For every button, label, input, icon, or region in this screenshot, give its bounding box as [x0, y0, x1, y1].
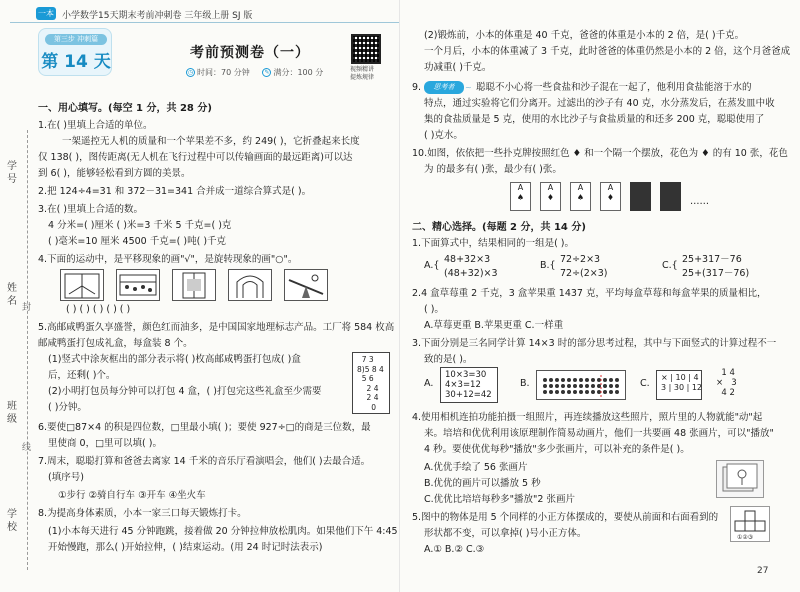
clock-icon: ◷	[187, 69, 194, 76]
choice-4-opt-c[interactable]: C.优优比培培每秒多"播放"2 张画片	[424, 494, 575, 505]
choice-3-opt-b-label[interactable]: B.	[520, 378, 530, 389]
q4-pic-seesaw	[284, 269, 328, 301]
bird-icon: ~	[465, 83, 472, 92]
q8-2-line-b: 一个月后，小本的体重减了 3 千克，此时爸爸的体重仍然是小本的 2 倍，这个月爸爸成	[424, 46, 791, 57]
margin-label-name: 姓名	[7, 283, 17, 307]
poker-card-1: A ♠	[510, 182, 531, 211]
q9-line-c: 集的食盐质量是 5 克，使用的水比沙子与食盐质量的和还多 200 克，聪聪使用了	[424, 114, 765, 125]
q3-stem: 3.在( )里填上合适的数。	[38, 204, 143, 215]
choice-5-line-a: 5.图中的物体是用 5 个同样的小正方体摆成的，要使从前面和右面看到的	[412, 512, 719, 523]
q2-stem: 2.把 124÷4=31 和 372－31=341 合并成一道综合算式是( )。	[38, 186, 312, 197]
revolving-door-icon	[61, 270, 103, 300]
poker-card-6	[660, 182, 681, 211]
choice-2-line-b: ( )。	[424, 304, 444, 315]
q6-line-b: 里使商 0，□里可以填( )。	[48, 438, 162, 449]
poker-card-3: A ♠	[570, 182, 591, 211]
choice-3-line-b: 致的是( )。	[424, 354, 473, 365]
page-gutter	[399, 0, 400, 592]
margin-label-student-no: 学号	[7, 161, 17, 185]
poker-card-4: A ♦	[600, 182, 621, 211]
q3-line-a: 4 分米=( )厘米 ( )米=3 千米 5 千克=( )克	[48, 220, 232, 231]
thinker-tag: 思考者	[424, 81, 464, 94]
choice-5-options[interactable]: A.① B.② C.③	[424, 544, 485, 555]
section-2-title: 二、精心选择。(每题 2 分，共 14 分)	[412, 222, 586, 233]
choice-1-b2: 72÷(2×3)	[560, 268, 608, 279]
full-score: 满分：100 分	[273, 68, 324, 77]
elevator-icon	[173, 270, 215, 300]
choice-1-a2: (48+32)×3	[444, 268, 498, 279]
q5-long-division: 7 3 8)5 8 4 5 6 2 4 2 4 0	[352, 352, 390, 414]
q4-pic-abacus	[116, 269, 160, 301]
choice-3-vertical-calc: 1 4 × 3 4 2	[716, 368, 737, 398]
choice-3-box-b	[536, 370, 626, 400]
time-limit: 时间：70 分钟	[197, 68, 250, 77]
dot-array-icon	[537, 371, 625, 399]
binding-line	[27, 130, 28, 570]
series-title: 小学数学15天期末考前冲刺卷 三年级上册 SJ 版	[62, 11, 253, 21]
q8-stem: 8.为提高身体素质，小本一家三口每天锻炼打卡。	[38, 508, 247, 519]
choice-1-c2: 25+(317－76)	[682, 268, 750, 279]
choice-5-line-b: 形状都不变，可以拿掉( )号小正方体。	[424, 528, 587, 539]
seal-char-feng: 封	[22, 303, 32, 313]
q9-line-a: 聪聪不小心将一些食盐和沙子混在一起了，他利用食盐能溶于水的	[476, 82, 752, 93]
q5-line-a: 5.高邮咸鸭蛋久享盛誉，颜色红而油多，是中国国家地理标志产品。工厂将 584 枚高	[38, 322, 395, 333]
qr-caption-line-2: 提炼规律	[350, 74, 375, 81]
choice-3-box-c: × | 10 | 4 3 | 30 | 12	[656, 370, 702, 400]
day-label: 第 14 天	[41, 52, 111, 72]
cubes-icon	[731, 507, 769, 541]
day-badge	[38, 28, 112, 76]
choice-3-box-a: 10×3=30 4×3=12 30+12=42	[440, 367, 498, 403]
choice-4-opt-a[interactable]: A.优优手绘了 56 张画片	[424, 462, 528, 473]
qr-code[interactable]	[351, 34, 381, 64]
choice-1-c1: 25+317－76	[682, 254, 742, 265]
q4-answer-blanks[interactable]: ( ) ( ) ( ) ( ) ( )	[66, 304, 131, 315]
q5-line-f: ( )分钟。	[48, 402, 87, 413]
choice-4-line-c: 4 秒。要使优优每秒"播放"多少张画片，可以补充的条件是( )。	[424, 444, 690, 455]
q1-line-c: 仅 138( )，图传距离(无人机在飞行过程中可以传输画面的最远距离)可以达	[38, 152, 353, 163]
choice-3-opt-c-label[interactable]: C.	[640, 378, 650, 389]
q3-line-b: ( )毫米=10 厘米 4500 千克=( )吨( )千克	[48, 236, 227, 247]
choice-1-a1: 48+32×3	[444, 254, 491, 265]
q9-line-d: ( )克水。	[424, 130, 463, 141]
cube-figure	[730, 506, 770, 542]
qr-caption	[350, 66, 384, 82]
choice-1-stem: 1.下面算式中，结果相同的一组是( )。	[412, 238, 574, 249]
choice-2-options[interactable]: A.草莓更重 B.苹果更重 C.一样重	[424, 320, 564, 331]
page-number: 27	[757, 566, 769, 576]
choice-3-opt-a-label[interactable]: A.	[424, 378, 434, 389]
q7-line-b: (填序号)	[48, 472, 84, 483]
choice-1-opt-a-label[interactable]: A.{	[424, 260, 440, 271]
choice-1-opt-c-label[interactable]: C.{	[662, 260, 678, 271]
margin-label-class: 班级	[7, 401, 17, 425]
choice-1-b1: 72÷2×3	[560, 254, 601, 265]
q6-line-a: 6.要使□87×4 的积是四位数，□里最小填( )；要使 927÷□的商是三位数，最	[38, 422, 371, 433]
arch-icon	[229, 270, 271, 300]
choice-1-opt-b-label[interactable]: B.{	[540, 260, 556, 271]
section-1-title: 一、用心填写。(每空 1 分，共 28 分)	[38, 103, 212, 114]
brand-logo: 一本	[38, 9, 54, 18]
q10-line-b: 为 的最多有( )张，最少有( )张。	[424, 164, 562, 175]
q4-stem: 4.下面的运动中，是平移现象的画"√"，是旋转现象的画"○"。	[38, 254, 298, 265]
qr-caption-line-1: 视频精讲	[350, 66, 375, 73]
paper-meta	[186, 67, 323, 78]
q1-line-b: 一架遥控无人机的质量和一个苹果差不多，约 249( )，它折叠起来长度	[62, 136, 360, 147]
abacus-icon	[117, 270, 159, 300]
q5-line-d: 后，还剩( )个。	[48, 370, 116, 381]
q10-line-a: 10.如图，依依把一些扑克牌按照红色 ♦ 和一个隔一个摆放，花色为 ♦ 的有 10 张，花色	[412, 148, 788, 159]
choice-4-line-b: 来。培培和优优利用该原理制作简易动画片，他们一共要画 48 张画片，可以"播放"	[424, 428, 774, 439]
q1-line-d: 到 6( )，能够轻松看到方圆的美景。	[38, 168, 191, 179]
q5-line-c: (1)竖式中涂灰框出的部分表示将( )枚高邮咸鸭蛋打包成( )盒	[48, 354, 301, 365]
top-header	[10, 3, 400, 23]
q9-number: 9.	[412, 82, 422, 93]
seesaw-icon	[285, 270, 327, 300]
margin-label-school: 学校	[7, 509, 17, 533]
q4-pic-archway	[228, 269, 272, 301]
q4-pic-revolving-door	[60, 269, 104, 301]
poker-card-5	[630, 182, 651, 211]
seal-char-xian: 线	[22, 443, 32, 453]
q8-2-line-c: 功减重( )千克。	[424, 62, 492, 73]
poker-card-2: A ♦	[540, 182, 561, 211]
choice-3-line-a: 3.下面分别是三名同学计算 14×3 时的部分思考过程，其中与下面竖式的计算过程不一	[412, 338, 777, 349]
q8-line-c: 开始慢跑，那么( )开始拉伸，( )结束运动。(用 24 时记时法表示)	[48, 542, 323, 553]
score-icon: ✎	[264, 69, 270, 76]
q8-2-line-a: (2)锻炼前，小本的体重是 40 千克，爸爸的体重是小本的 2 倍，是( )千克。	[424, 30, 745, 41]
q5-line-b: 邮咸鸭蛋打包成礼盒，每盒装 8 个。	[38, 338, 193, 349]
q9-line-b: 特点，通过实验将它们分离开。过滤出的沙子有 40 克，水分蒸发后，在蒸发皿中收	[424, 98, 775, 109]
choice-4-line-a: 4.使用相机连拍功能拍摄一组照片，再连续播放这些照片，照片里的人物就能"动"起	[412, 412, 763, 423]
choice-4-opt-b[interactable]: B.优优的画片可以播放 5 秒	[424, 478, 541, 489]
q4-pic-elevator	[172, 269, 216, 301]
paper-title: 考前预测卷（一）	[190, 45, 310, 61]
svg-text:①②③: ①②③	[737, 534, 754, 541]
q8-line-b: (1)小本每天进行 45 分钟跑跳，接着做 20 分钟拉伸放松肌肉。如果他们下午 4:45	[48, 526, 398, 537]
flipbook-icon	[717, 461, 763, 497]
choice-2-line-a: 2.4 盒草莓重 2 千克，3 盒苹果重 1437 克，平均每盒草莓和每盒苹果的质量相比，	[412, 288, 767, 299]
cards-ellipsis: ……	[690, 196, 709, 207]
stage-label: 第三步 冲刺篇	[45, 34, 107, 45]
q1-stem: 1.在( )里填上合适的单位。	[38, 120, 153, 131]
flipbook-illustration	[716, 460, 764, 498]
q7-options[interactable]: ①步行 ②骑自行车 ③开车 ④坐火车	[58, 490, 206, 501]
q7-line-a: 7.周末，聪聪打算和爸爸去离家 14 千米的音乐厅看演唱会，他们( )去最合适。	[38, 456, 371, 467]
q5-line-e: (2)小明打包员每分钟可以打包 4 盒，( )打包完这些礼盒至少需要	[48, 386, 322, 397]
